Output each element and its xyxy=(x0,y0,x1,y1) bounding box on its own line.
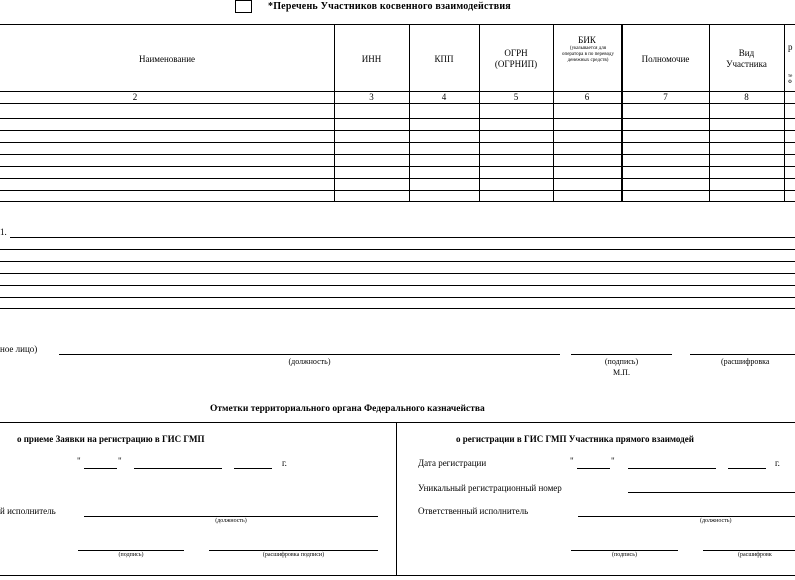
col-divider xyxy=(784,24,785,202)
position-caption: (должность) xyxy=(700,518,732,524)
reg-year-field[interactable] xyxy=(728,468,766,469)
signature-caption: (подпись) xyxy=(118,552,144,558)
position-caption: (должность) xyxy=(288,357,331,366)
note-line[interactable] xyxy=(0,285,795,286)
note-line[interactable] xyxy=(0,297,795,298)
acceptance-title: о приеме Заявки на регистрацию в ГИС ГМП xyxy=(17,434,205,444)
participants-list-title: *Перечень Участников косвенного взаимодействия xyxy=(268,1,511,12)
executor-decode-field[interactable] xyxy=(209,550,378,551)
day-field[interactable] xyxy=(84,468,117,469)
registration-title: о регистрации в ГИС ГМП Участника прямого взаимодей xyxy=(456,434,694,444)
header-ogrn: ОГРН (ОГРНИП) xyxy=(494,48,538,69)
col-divider xyxy=(621,24,623,202)
note-line[interactable] xyxy=(0,249,795,250)
header-name: Наименование xyxy=(138,54,196,64)
date-label: Дата регистрации xyxy=(418,458,487,468)
position-caption: (должность) xyxy=(215,518,247,524)
table-row[interactable] xyxy=(0,142,795,143)
header-inn: ИНН xyxy=(361,54,382,64)
reg-number-label: Уникальный регистрационный номер xyxy=(418,483,562,493)
executor-position-field[interactable] xyxy=(578,516,795,517)
section-bottom-border xyxy=(0,575,795,576)
header-partial: р xyxy=(788,42,793,52)
col-number: 8 xyxy=(744,92,749,102)
col-number: 5 xyxy=(513,92,519,102)
decode-caption: (расшифровка подписи) xyxy=(262,552,325,558)
decode-caption: (расшифровка xyxy=(721,357,770,366)
reg-day-field[interactable] xyxy=(577,468,610,469)
year-field[interactable] xyxy=(234,468,272,469)
header-authority: Полномочие xyxy=(641,54,690,64)
note-line[interactable] xyxy=(0,308,795,309)
month-field[interactable] xyxy=(134,468,222,469)
table-number-border xyxy=(0,103,795,104)
treasury-section-title: Отметки территориального органа Федерального казначейства xyxy=(210,404,485,414)
reg-month-field[interactable] xyxy=(628,468,716,469)
note-line[interactable] xyxy=(0,273,795,274)
table-row[interactable] xyxy=(0,178,795,179)
reg-number-field[interactable] xyxy=(628,492,795,493)
quote-open: " xyxy=(570,456,574,466)
col-divider xyxy=(553,24,554,202)
col-number: 2 xyxy=(132,92,138,102)
col-number: 6 xyxy=(584,92,590,102)
table-row[interactable] xyxy=(0,190,795,191)
executor-decode-field[interactable] xyxy=(703,550,795,551)
table-row[interactable] xyxy=(0,154,795,155)
col-number: 7 xyxy=(663,92,668,102)
table-row[interactable] xyxy=(0,118,795,119)
table-top-border xyxy=(0,24,795,25)
responsible-person-label: ное лицо) xyxy=(0,344,38,354)
executor-label: й исполнитель xyxy=(0,506,56,516)
quote-close: " xyxy=(611,456,615,466)
header-kpp: КПП xyxy=(434,54,454,64)
header-bik-note: (указывается для оператора в по переводу денежных средств) xyxy=(562,46,614,63)
panel-divider xyxy=(396,422,397,576)
quote-open: " xyxy=(77,456,81,466)
decode-field[interactable] xyxy=(690,354,795,355)
col-number: 4 xyxy=(441,92,447,102)
executor-position-field[interactable] xyxy=(84,516,378,517)
quote-close: " xyxy=(118,456,122,466)
executor-signature-field[interactable] xyxy=(78,550,184,551)
header-bik: БИК xyxy=(578,35,596,45)
executor-label: Ответственный исполнитель xyxy=(418,506,529,516)
executor-signature-field[interactable] xyxy=(571,550,678,551)
decode-caption: (расшифровк xyxy=(738,552,772,558)
col-divider xyxy=(409,24,410,202)
participant-list-checkbox[interactable] xyxy=(235,0,252,13)
year-suffix: г. xyxy=(775,458,780,468)
table-row[interactable] xyxy=(0,201,795,202)
stamp-label: М.П. xyxy=(613,368,630,377)
header-participant-type: Вид Участника xyxy=(726,48,767,69)
col-divider xyxy=(334,24,335,202)
col-number: 3 xyxy=(369,92,374,102)
table-row[interactable] xyxy=(0,130,795,131)
position-field[interactable] xyxy=(59,354,560,355)
note-line[interactable] xyxy=(10,237,795,238)
signature-field[interactable] xyxy=(571,354,672,355)
header-partial-sub: те Ф xyxy=(788,74,793,85)
section-top-border xyxy=(0,422,795,423)
note-marker: 1. xyxy=(0,227,7,237)
signature-caption: (подпись) xyxy=(604,357,639,366)
table-row[interactable] xyxy=(0,166,795,167)
note-line[interactable] xyxy=(0,261,795,262)
year-suffix: г. xyxy=(282,458,287,468)
signature-caption: (подпись) xyxy=(612,552,637,558)
